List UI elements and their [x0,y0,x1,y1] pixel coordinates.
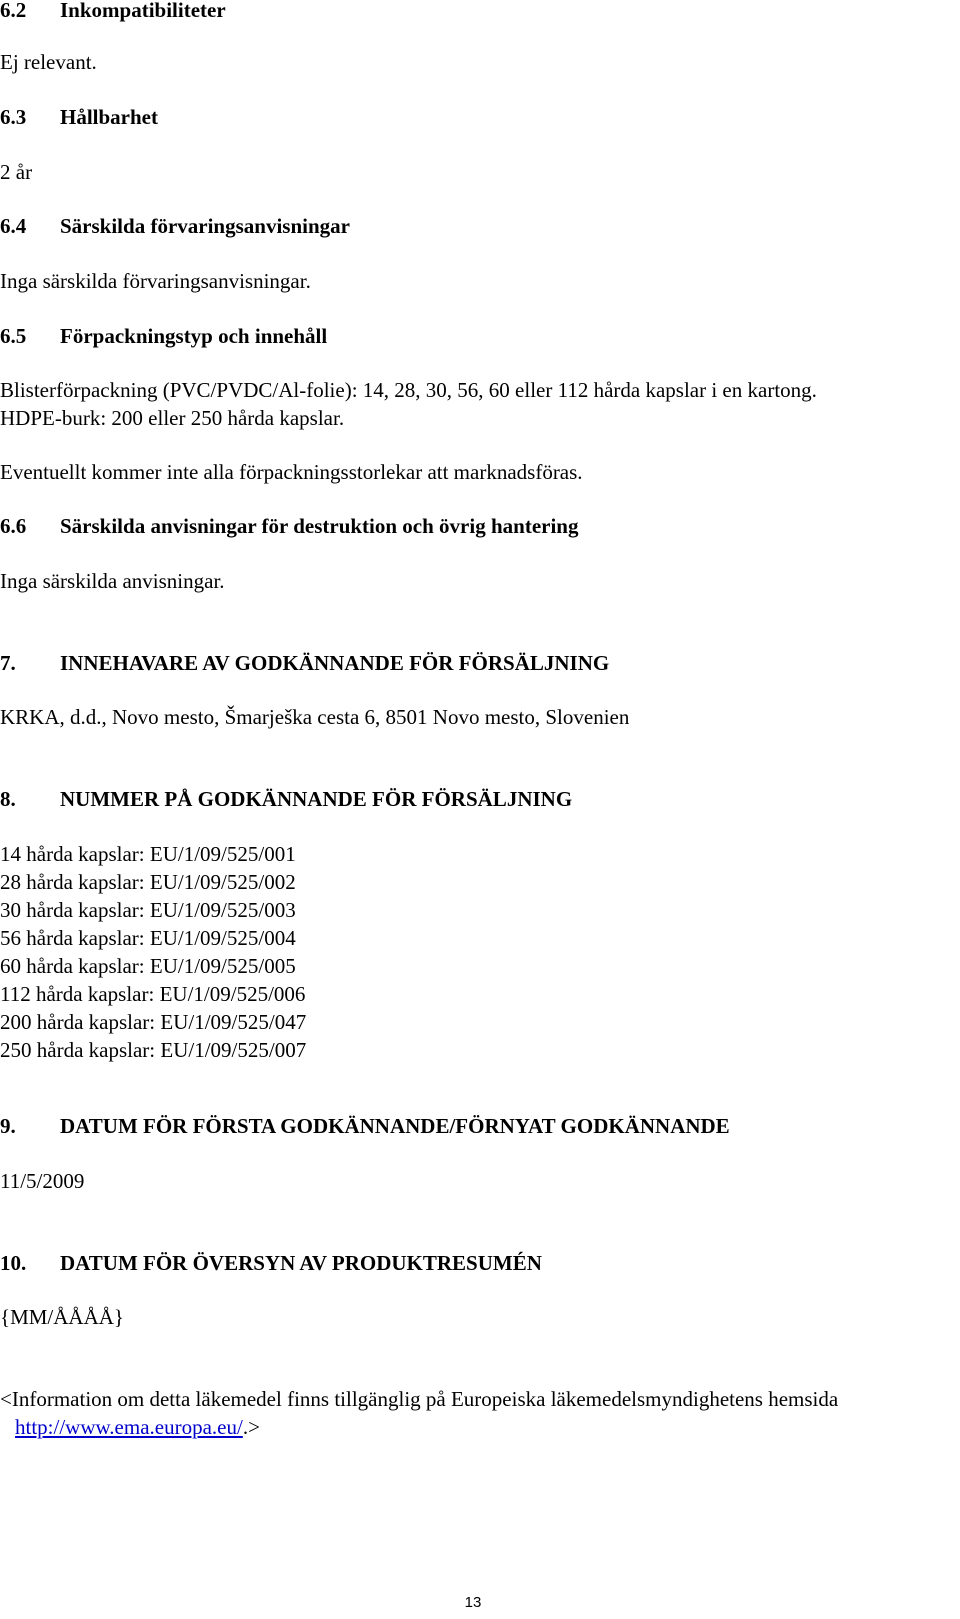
text-6-2: Ej relevant. [0,50,97,74]
list-item: 14 hårda kapslar: EU/1/09/525/001 [0,842,296,866]
info-text: <Information om detta läkemedel finns tillgänglig på Europeiska läkemedelsmyndighetens hemsida [0,1387,839,1411]
list-item: 28 hårda kapslar: EU/1/09/525/002 [0,870,296,894]
text-6-5-hdpe: HDPE-burk: 200 eller 250 hårda kapslar. [0,406,345,430]
heading-8: 8. NUMMER PÅ GODKÄNNANDE FÖR FÖRSÄLJNING [0,787,573,811]
heading-10: 10. DATUM FÖR ÖVERSYN AV PRODUKTRESUMÉN [0,1251,542,1275]
list-item: 60 hårda kapslar: EU/1/09/525/005 [0,954,296,978]
text-10: {MM/ÅÅÅÅ} [0,1305,125,1329]
text-6-6: Inga särskilda anvisningar. [0,569,225,593]
ema-link[interactable]: http://www.ema.europa.eu/ [15,1415,243,1439]
heading-6-6: 6.6 Särskilda anvisningar för destruktion och övrig hantering [0,514,579,538]
heading-6-5: 6.5 Förpackningstyp och innehåll [0,324,328,348]
authorisation-number-list [0,840,306,1064]
heading-6-3: 6.3 Hållbarhet [0,105,158,129]
text-7: KRKA, d.d., Novo mesto, Šmarješka cesta 6, 8501 Novo mesto, Slovenien [0,705,630,729]
heading-6-4: 6.4 Särskilda förvaringsanvisningar [0,214,350,238]
text-6-4: Inga särskilda förvaringsanvisningar. [0,269,311,293]
list-item: 30 hårda kapslar: EU/1/09/525/003 [0,898,296,922]
text-9: 11/5/2009 [0,1169,85,1193]
text-6-3: 2 år [0,160,33,184]
info-suffix: .> [242,1415,260,1439]
text-6-5-blister: Blisterförpackning (PVC/PVDC/Al-folie): 14, 28, 30, 56, 60 eller 112 hårda kapslar i en kartong. [0,378,817,402]
page-number: 13 [464,1594,482,1611]
list-item: 56 hårda kapslar: EU/1/09/525/004 [0,926,296,950]
list-item: 112 hårda kapslar: EU/1/09/525/006 [0,982,306,1006]
heading-7: 7. INNEHAVARE AV GODKÄNNANDE FÖR FÖRSÄLJNING [0,651,610,675]
info-link-line [15,1413,260,1441]
list-item: 250 hårda kapslar: EU/1/09/525/007 [0,1038,307,1062]
list-item: 200 hårda kapslar: EU/1/09/525/047 [0,1010,307,1034]
heading-9: 9. DATUM FÖR FÖRSTA GODKÄNNANDE/FÖRNYAT GODKÄNNANDE [0,1114,730,1138]
heading-6-2: 6.2 Inkompatibiliteter [0,0,226,22]
text-6-5-note: Eventuellt kommer inte alla förpackningsstorlekar att marknadsföras. [0,460,583,484]
